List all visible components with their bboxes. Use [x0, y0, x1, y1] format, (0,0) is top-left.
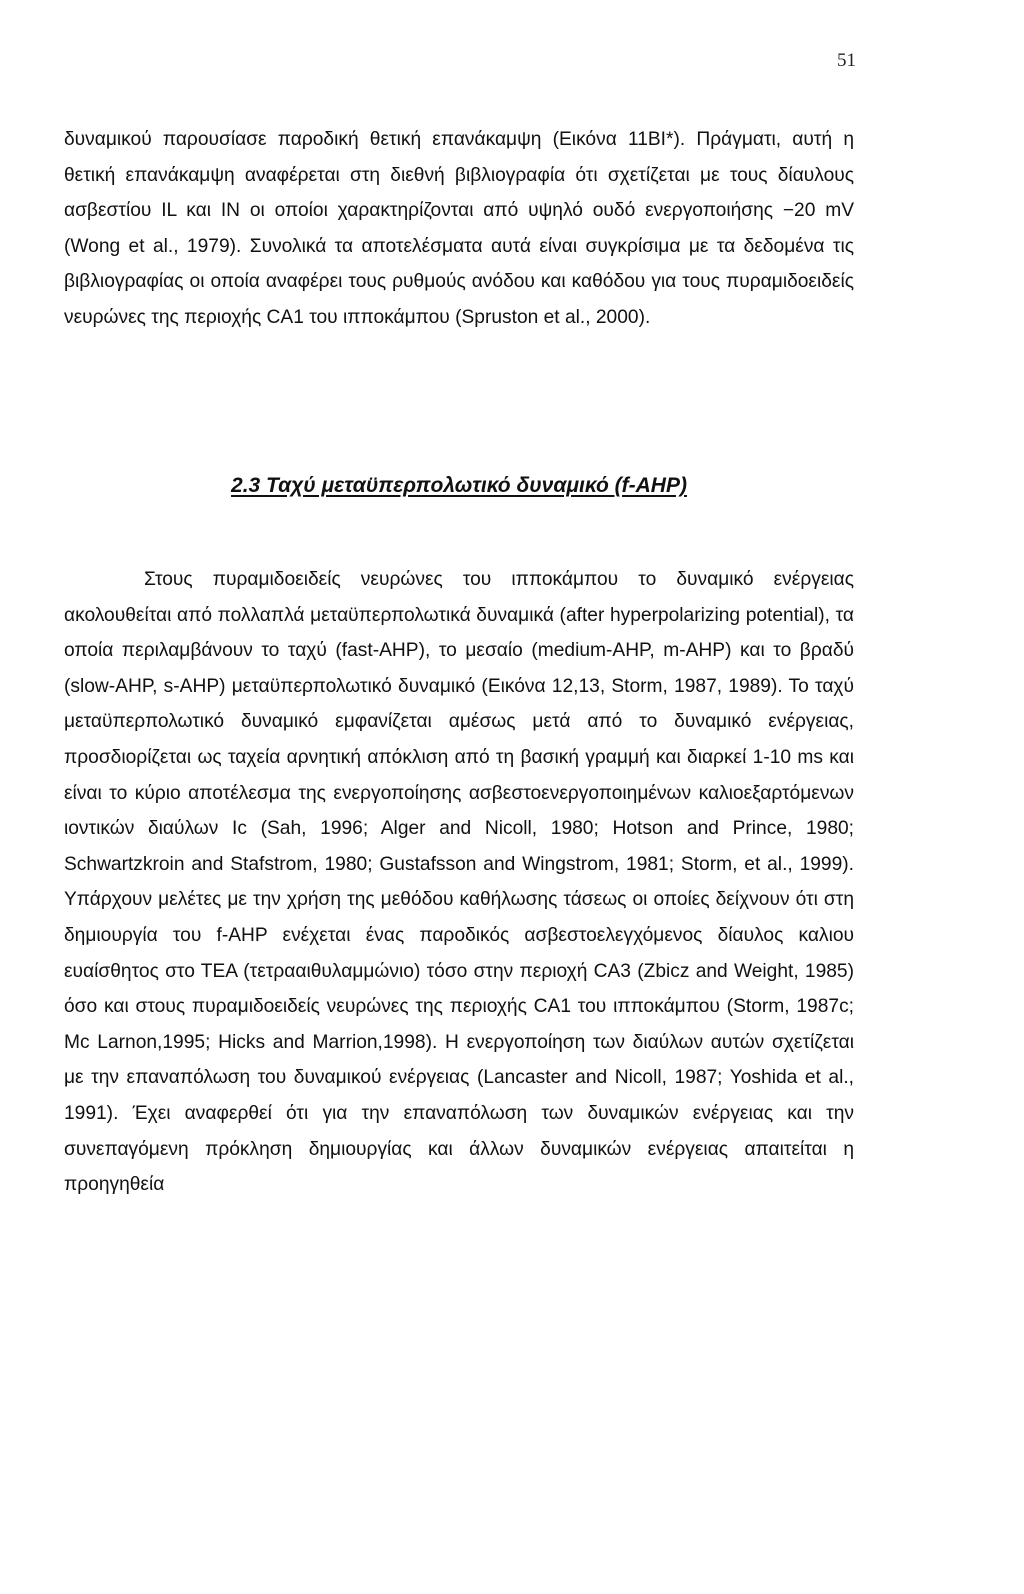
paragraph-1: δυναμικού παρουσίασε παροδική θετική επανάκαμψη (Εικόνα 11ΒΙ*). Πράγματι, αυτή η θετική επανάκαμψη αναφέρεται στη διεθνή βιβλιογραφία ότι σχετίζεται με τους δίαυλους ασβεστίου IL και IN οι οποίοι χαρακτηρίζονται από υψηλό ουδό ενεργοποιήσης −20 mV (Wong et al., 1979). Συνολικά τα αποτελέσματα αυτά είναι συγκρίσιμα με τα δεδομένα τις βιβλιογραφίας οι οποία αναφέρει τους ρυθμούς ανόδου και καθόδου για τους πυραμιδοειδείς νευρώνες της περιοχής CA1 του ιπποκάμπου (Spruston et al., 2000).	[64, 129, 854, 328]
paragraph-2: Στους πυραμιδοειδείς νευρώνες του ιπποκάμπου το δυναμικό ενέργειας ακολουθείται από πολλαπλά μεταϋπερπολωτικά δυναμικά (after hyperpolarizing potential), τα οποία περιλαμβάνουν το ταχύ (fast-AHP), το μεσαίο (medium-AHP, m-AHP) και το βραδύ (slow-AHP, s-AHP) μεταϋπερπολωτικό δυναμικό (Εικόνα 12,13, Storm, 1987, 1989). Το ταχύ μεταϋπερπολωτικό δυναμικό εμφανίζεται αμέσως μετά από το δυναμικό ενέργειας, προσδιορίζεται ως ταχεία αρνητική απόκλιση από τη βασική γραμμή και διαρκεί 1-10 ms και είναι το κύριο αποτέλεσμα της ενεργοποίησης ασβεστοενεργοποιημένων καλιοεξαρτόμενων ιοντικών διαύλων Ic (Sah, 1996; Alger and Nicoll, 1980; Hotson and Prince, 1980; Schwartzkroin and Stafstrom, 1980; Gustafsson and Wingstrom, 1981; Storm, et al., 1999). Υπάρχουν μελέτες με την χρήση της μεθόδου καθήλωσης τάσεως οι οποίες δείχνουν ότι στη δημιουργία του f-AHP ενέχεται ένας παροδικός ασβεστοελεγχόμενος δίαυλος καλιου ευαίσθητος στο ΤΕΑ (τετρααιθυλαμμώνιο) τόσο στην περιοχή CA3 (Zbicz and Weight, 1985) όσο και στους πυραμιδοειδείς νευρώνες της περιοχής CA1 του ιπποκάμπου (Storm, 1987c; Mc Larnon,1995; Hicks and Marrion,1998). Η ενεργοποίηση των διαύλων αυτών σχετίζεται με την επαναπόλωση του δυναμικού ενέργειας (Lancaster and Nicoll, 1987; Yoshida et al., 1991). Έχει αναφερθεί ότι για την επαναπόλωση των δυναμικών ενέργειας και την συνεπαγόμενη πρόκληση δημιουργίας και άλλων δυναμικών ενέργειας απαιτείται η προηγηθεία	[64, 569, 854, 1196]
section-heading: 2.3 Ταχύ μεταϋπερπολωτικό δυναμικό (f-AHP)	[231, 474, 687, 497]
page-number: 51	[837, 50, 856, 71]
